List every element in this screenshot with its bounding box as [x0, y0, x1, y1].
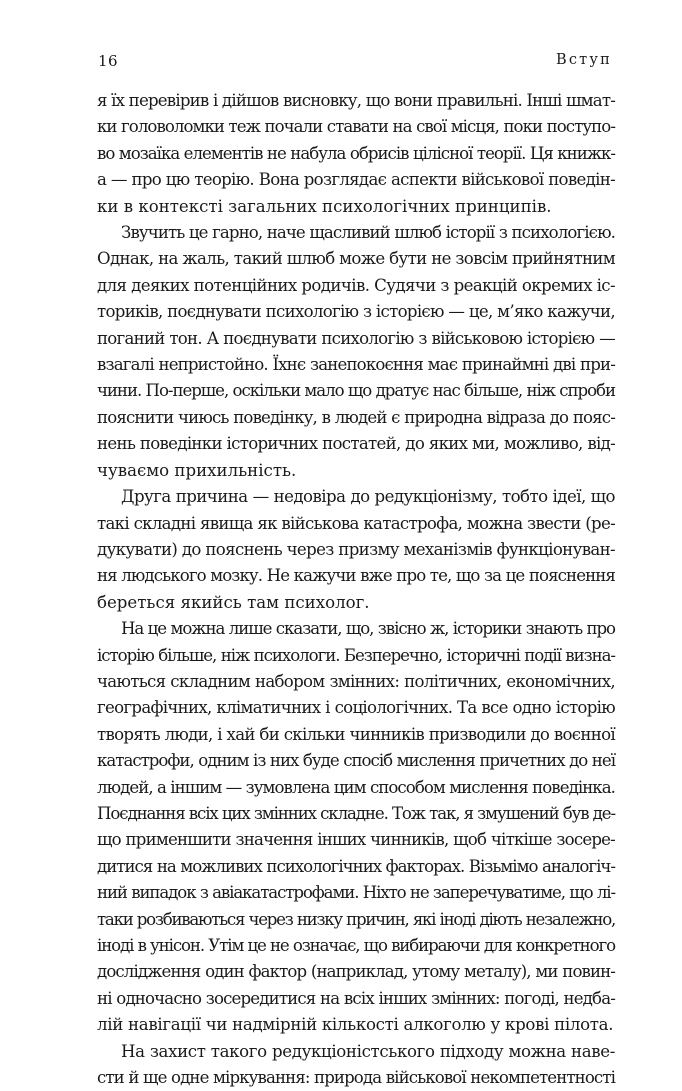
text-line: ториків, поєднувати психологію з історією — це, м’яко кажучи,: [97, 302, 615, 322]
text-line: лій навігації чи надмірній кількості алкоголю у крові пілота.: [97, 1015, 614, 1035]
text-line: пояснити чиюсь поведінку, в людей є природна відраза до пояс-: [97, 407, 615, 427]
text-line: людей, а іншим — зумовлена цим способом мислення поведінка.: [97, 777, 615, 797]
text-line: нень поведінки історичних постатей, до яких ми, можливо, від-: [97, 434, 615, 454]
text-line: а — про цю теорію. Вона розглядає аспекти військової поведін-: [97, 170, 615, 190]
text-line: таки розбиваються через низку причин, які іноді діють незалежно,: [97, 909, 615, 929]
text-line: Поєднання всіх цих змінних складне. Тож так, я змушений був де-: [97, 803, 616, 823]
page-header: [98, 52, 612, 74]
text-line: географічних, кліматичних і соціологічних. Та все одно історію: [97, 698, 615, 718]
body-text: [97, 88, 615, 1091]
text-line: ки в контексті загальних психологічних принципів.: [97, 196, 552, 216]
text-line: ний випадок з авіакатастрофами. Ніхто не заперечуватиме, що лі-: [97, 883, 615, 903]
page-number: 16: [98, 52, 119, 70]
text-line: ки головоломки теж почали ставати на свої місця, поки поступо-: [97, 117, 615, 137]
text-line: історію більше, ніж психологи. Безперечно, історичні події визна-: [97, 645, 615, 665]
paragraph: [97, 88, 615, 220]
text-line: я їх перевірив і дійшов висновку, що вони правильні. Інші шмат-: [97, 91, 616, 110]
text-line: чуваємо прихильність.: [97, 460, 297, 480]
paragraph: [97, 616, 615, 1039]
text-line: сти й ще одне міркування: природа військової некомпетентності: [97, 1068, 615, 1088]
text-line: ня людського мозку. Не кажучи вже про те, що за це пояснення: [97, 566, 615, 586]
text-line: дукувати) до пояснень через призму механізмів функціонуван-: [97, 539, 615, 559]
text-line: береться якийсь там психолог.: [97, 592, 370, 612]
text-line: На захист такого редукціоністського підходу можна наве-: [121, 1041, 615, 1061]
text-line: такі складні явища як військова катастрофа, можна звести (ре-: [97, 513, 615, 533]
text-line: во мозаїка елементів не набула обрисів цілісної теорії. Ця книжк-: [97, 143, 615, 163]
text-line: На це можна лише сказати, що, звісно ж, історики знають про: [121, 619, 615, 639]
text-line: іноді в унісон. Утім це не означає, що вибираючи для конкретного: [97, 936, 615, 955]
paragraph: [97, 1039, 615, 1091]
text-line: катастрофи, одним із них буде спосіб мислення причетних до неї: [97, 751, 615, 771]
text-line: дитися на можливих психологічних факторах. Візьмімо аналогіч-: [97, 856, 615, 876]
text-line: взагалі непристойно. Їхнє занепокоєння має принаймні дві при-: [97, 355, 615, 375]
text-line: що применшити значення інших чинників, щоб чіткіше зосере-: [97, 830, 615, 850]
text-line: ні одночасно зосередитися на всіх інших змінних: погоді, недба-: [97, 988, 615, 1008]
text-line: Однак, на жаль, такий шлюб може бути не зовсім прийнятним: [97, 249, 616, 269]
text-line: чини. По-перше, оскільки мало що дратує нас більше, ніж спроби: [97, 381, 615, 401]
text-line: чаються складним набором змінних: політичних, економічних,: [97, 671, 615, 691]
text-line: для деяких потенційних родичів. Судячи з реакцій окремих іс-: [97, 275, 615, 295]
running-head: Вступ: [556, 52, 612, 68]
text-line: Звучить це гарно, наче щасливий шлюб історії з психологією.: [121, 223, 615, 243]
text-line: Друга причина — недовіра до редукціонізму, тобто ідеї, що: [121, 487, 615, 507]
text-line: творять люди, і хай би скільки чинників призводили до воєнної: [97, 724, 615, 744]
text-line: поганий тон. А поєднувати психологію з військовою історією —: [97, 328, 615, 348]
paragraph: [97, 484, 615, 616]
paragraph: [97, 220, 615, 484]
text-line: дослідження один фактор (наприклад, утому металу), ми повин-: [97, 962, 615, 982]
